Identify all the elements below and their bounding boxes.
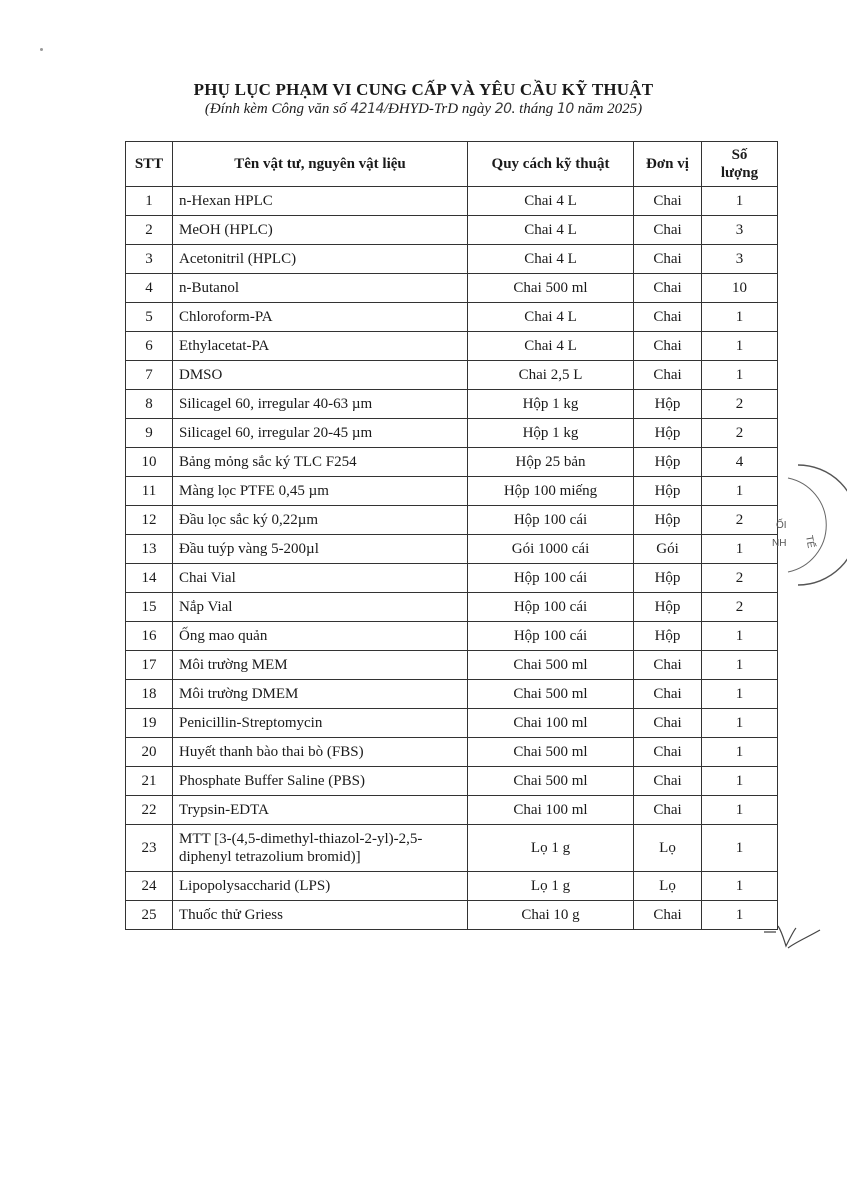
header-stt: STT (126, 142, 173, 187)
table-row (126, 216, 778, 245)
cell-name: Đầu lọc sắc ký 0,22µm (173, 506, 468, 535)
cell-name: Môi trường MEM (173, 651, 468, 680)
cell-stt: 19 (126, 709, 173, 738)
cell-qty: 1 (702, 767, 778, 796)
cell-stt: 12 (126, 506, 173, 535)
cell-stt: 22 (126, 796, 173, 825)
cell-stt: 24 (126, 872, 173, 901)
header-qty-line-2: lượng (720, 165, 759, 181)
seal-text-3: TẾ (803, 534, 817, 550)
cell-name: MTT [3-(4,5-dimethyl-thiazol-2-yl)-2,5-diphenyl tetrazolium bromid)] (173, 825, 468, 872)
table-row (126, 564, 778, 593)
cell-stt: 5 (126, 303, 173, 332)
cell-unit: Chai (634, 709, 702, 738)
scan-speck (40, 48, 43, 51)
cell-spec: Chai 4 L (468, 303, 634, 332)
cell-qty: 2 (702, 564, 778, 593)
table-row (126, 901, 778, 930)
table-row (126, 796, 778, 825)
cell-unit: Chai (634, 901, 702, 930)
cell-stt: 6 (126, 332, 173, 361)
cell-stt: 14 (126, 564, 173, 593)
table-row (126, 303, 778, 332)
cell-qty: 1 (702, 872, 778, 901)
cell-name: Lipopolysaccharid (LPS) (173, 872, 468, 901)
cell-qty: 1 (702, 651, 778, 680)
cell-unit: Hộp (634, 564, 702, 593)
table-row (126, 274, 778, 303)
cell-spec: Chai 10 g (468, 901, 634, 930)
handwritten-day: 20 (494, 101, 512, 117)
cell-spec: Chai 500 ml (468, 651, 634, 680)
cell-qty: 1 (702, 332, 778, 361)
cell-spec: Hộp 100 cái (468, 593, 634, 622)
subtitle-prefix: (Đính kèm Công văn số (204, 101, 351, 117)
cell-spec: Lọ 1 g (468, 825, 634, 872)
cell-name: Môi trường DMEM (173, 680, 468, 709)
cell-unit: Lọ (634, 872, 702, 901)
cell-qty: 1 (702, 535, 778, 564)
table-row (126, 506, 778, 535)
subtitle-suffix: năm 2025) (573, 101, 643, 117)
cell-stt: 1 (126, 187, 173, 216)
cell-spec: Chai 100 ml (468, 796, 634, 825)
handwritten-doc-number: 4214 (350, 101, 384, 117)
table-row (126, 709, 778, 738)
cell-name: Phosphate Buffer Saline (PBS) (173, 767, 468, 796)
cell-spec: Chai 4 L (468, 245, 634, 274)
cell-qty: 1 (702, 796, 778, 825)
cell-spec: Hộp 25 bản (468, 448, 634, 477)
cell-name: Ethylacetat-PA (173, 332, 468, 361)
table-row (126, 332, 778, 361)
cell-name: n-Butanol (173, 274, 468, 303)
cell-unit: Lọ (634, 825, 702, 872)
cell-stt: 23 (126, 825, 173, 872)
cell-spec: Hộp 100 cái (468, 564, 634, 593)
table-row (126, 872, 778, 901)
table-row (126, 535, 778, 564)
cell-spec: Chai 4 L (468, 332, 634, 361)
table-row (126, 187, 778, 216)
cell-name: DMSO (173, 361, 468, 390)
cell-qty: 2 (702, 506, 778, 535)
cell-spec: Chai 500 ml (468, 680, 634, 709)
subtitle-mid-2: . tháng (511, 101, 557, 117)
header-name: Tên vật tư, nguyên vật liệu (173, 142, 468, 187)
cell-name: Huyết thanh bào thai bò (FBS) (173, 738, 468, 767)
cell-unit: Chai (634, 738, 702, 767)
cell-stt: 15 (126, 593, 173, 622)
official-seal-fragment (768, 460, 847, 590)
cell-name: Nắp Vial (173, 593, 468, 622)
cell-name: Trypsin-EDTA (173, 796, 468, 825)
header-qty (702, 142, 778, 187)
cell-name: MeOH (HPLC) (173, 216, 468, 245)
cell-qty: 3 (702, 216, 778, 245)
table-row (126, 767, 778, 796)
cell-name: Silicagel 60, irregular 20-45 µm (173, 419, 468, 448)
cell-unit: Chai (634, 245, 702, 274)
cell-unit: Chai (634, 796, 702, 825)
cell-stt: 9 (126, 419, 173, 448)
cell-name: Thuốc thử Griess (173, 901, 468, 930)
cell-spec: Chai 4 L (468, 216, 634, 245)
cell-stt: 4 (126, 274, 173, 303)
cell-spec: Chai 100 ml (468, 709, 634, 738)
cell-unit: Gói (634, 535, 702, 564)
cell-name: Đầu tuýp vàng 5-200µl (173, 535, 468, 564)
table-row (126, 245, 778, 274)
cell-qty: 1 (702, 901, 778, 930)
cell-spec: Hộp 1 kg (468, 390, 634, 419)
cell-stt: 8 (126, 390, 173, 419)
cell-name: Bảng mỏng sắc ký TLC F254 (173, 448, 468, 477)
table-row (126, 680, 778, 709)
cell-unit: Hộp (634, 506, 702, 535)
cell-spec: Hộp 100 cái (468, 506, 634, 535)
cell-stt: 18 (126, 680, 173, 709)
cell-qty: 1 (702, 680, 778, 709)
table-row (126, 390, 778, 419)
table-row (126, 448, 778, 477)
table-row (126, 361, 778, 390)
cell-spec: Hộp 100 cái (468, 622, 634, 651)
table-row (126, 825, 778, 872)
cell-name: Silicagel 60, irregular 40-63 µm (173, 390, 468, 419)
cell-unit: Chai (634, 274, 702, 303)
cell-stt: 7 (126, 361, 173, 390)
cell-unit: Chai (634, 216, 702, 245)
header-qty-line-1: Số (731, 147, 748, 163)
seal-text-1: ỐI (776, 520, 787, 531)
cell-qty: 1 (702, 825, 778, 872)
cell-qty: 10 (702, 274, 778, 303)
cell-unit: Chai (634, 361, 702, 390)
cell-qty: 3 (702, 245, 778, 274)
cell-unit: Chai (634, 303, 702, 332)
cell-stt: 10 (126, 448, 173, 477)
cell-name: Chai Vial (173, 564, 468, 593)
handwritten-month: 10 (557, 101, 574, 117)
cell-unit: Chai (634, 187, 702, 216)
cell-unit: Hộp (634, 477, 702, 506)
table-row (126, 477, 778, 506)
cell-qty: 1 (702, 622, 778, 651)
cell-unit: Hộp (634, 390, 702, 419)
cell-spec: Chai 500 ml (468, 274, 634, 303)
cell-spec: Lọ 1 g (468, 872, 634, 901)
cell-spec: Hộp 1 kg (468, 419, 634, 448)
cell-unit: Chai (634, 680, 702, 709)
cell-name: Ống mao quản (173, 622, 468, 651)
cell-name: Penicillin-Streptomycin (173, 709, 468, 738)
subtitle-mid-1: /ĐHYD-TrD ngày (383, 101, 495, 117)
cell-unit: Chai (634, 332, 702, 361)
cell-spec: Gói 1000 cái (468, 535, 634, 564)
cell-qty: 1 (702, 361, 778, 390)
cell-qty: 4 (702, 448, 778, 477)
cell-name: Acetonitril (HPLC) (173, 245, 468, 274)
cell-stt: 20 (126, 738, 173, 767)
cell-qty: 1 (702, 303, 778, 332)
cell-unit: Chai (634, 767, 702, 796)
table-row (126, 651, 778, 680)
cell-spec: Chai 500 ml (468, 767, 634, 796)
cell-stt: 11 (126, 477, 173, 506)
cell-spec: Chai 4 L (468, 187, 634, 216)
seal-text-2: NH (772, 538, 787, 549)
header-spec: Quy cách kỹ thuật (468, 142, 634, 187)
cell-qty: 1 (702, 738, 778, 767)
cell-name: Chloroform-PA (173, 303, 468, 332)
header-unit: Đơn vị (634, 142, 702, 187)
table-row (126, 593, 778, 622)
cell-qty: 1 (702, 477, 778, 506)
cell-unit: Hộp (634, 419, 702, 448)
cell-spec: Chai 500 ml (468, 738, 634, 767)
document-subtitle (0, 101, 847, 118)
cell-qty: 2 (702, 390, 778, 419)
cell-stt: 25 (126, 901, 173, 930)
cell-qty: 1 (702, 187, 778, 216)
handwritten-initials (762, 920, 822, 960)
cell-qty: 2 (702, 419, 778, 448)
cell-unit: Chai (634, 651, 702, 680)
cell-spec: Hộp 100 miếng (468, 477, 634, 506)
table-row (126, 738, 778, 767)
cell-stt: 21 (126, 767, 173, 796)
cell-unit: Hộp (634, 448, 702, 477)
cell-name: Màng lọc PTFE 0,45 µm (173, 477, 468, 506)
cell-qty: 1 (702, 709, 778, 738)
cell-stt: 2 (126, 216, 173, 245)
table-header-row (126, 142, 778, 187)
cell-stt: 16 (126, 622, 173, 651)
cell-unit: Hộp (634, 622, 702, 651)
cell-stt: 17 (126, 651, 173, 680)
cell-stt: 3 (126, 245, 173, 274)
document-title: PHỤ LỤC PHẠM VI CUNG CẤP VÀ YÊU CẦU KỸ THUẬT (193, 80, 654, 99)
supply-table (125, 141, 778, 930)
cell-stt: 13 (126, 535, 173, 564)
cell-spec: Chai 2,5 L (468, 361, 634, 390)
table-row (126, 622, 778, 651)
cell-unit: Hộp (634, 593, 702, 622)
table-row (126, 419, 778, 448)
cell-name: n-Hexan HPLC (173, 187, 468, 216)
cell-qty: 2 (702, 593, 778, 622)
